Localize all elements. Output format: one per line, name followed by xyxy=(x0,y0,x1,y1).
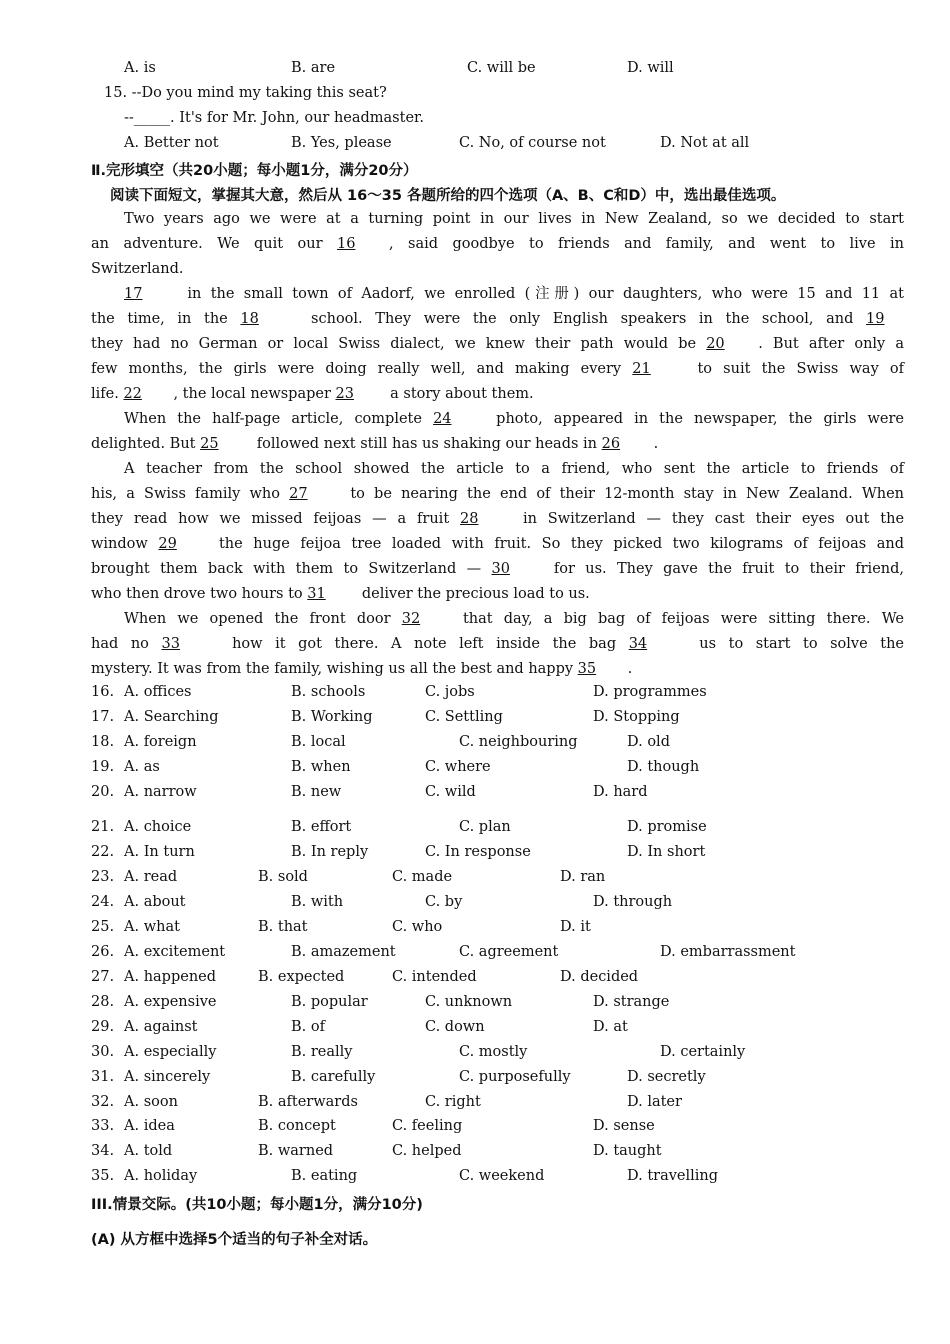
blank-31: 31 xyxy=(307,586,326,602)
option-d: D. hard xyxy=(593,784,648,800)
option-b: B. amazement xyxy=(291,944,396,960)
option-a: A. idea xyxy=(124,1118,175,1134)
option-c: C. feeling xyxy=(392,1118,463,1134)
option-b: B. expected xyxy=(258,969,345,985)
option-c: C. wild xyxy=(425,784,476,800)
option-d: D. though xyxy=(627,759,700,775)
blank-22: 22 xyxy=(123,386,142,402)
blank-20: 20 xyxy=(706,336,725,352)
option-number: 23. xyxy=(91,869,115,885)
option-d: D. it xyxy=(560,919,591,935)
option-b: B. with xyxy=(291,894,344,910)
option-a: A. especially xyxy=(124,1044,217,1060)
passage-line: had no 33 how it got there. A note left inside the bag 34 us to start to solve the xyxy=(91,636,905,652)
passage-line: When we opened the front door 32 that day, a big bag of feijoas were sitting there. We xyxy=(124,611,905,627)
q15-option-a: A. Better not xyxy=(124,135,219,151)
passage-line: Switzerland. xyxy=(91,261,184,277)
q15-option-c: C. No, of course not xyxy=(459,135,606,151)
blank-32: 32 xyxy=(401,611,421,627)
option-b: B. afterwards xyxy=(258,1094,358,1110)
section3-sub-a: (A) 从方框中选择5个适当的句子补全对话。 xyxy=(91,1232,378,1248)
option-d: D. ran xyxy=(560,869,606,885)
option-b: B. schools xyxy=(291,684,366,700)
option-b: B. when xyxy=(291,759,351,775)
section3-title: III.情景交际。(共10小题；每小题1分，满分10分) xyxy=(91,1197,423,1213)
option-d: D. decided xyxy=(560,969,639,985)
passage-line: who then drove two hours to 31 deliver the precious load to us. xyxy=(91,586,590,602)
q15-option-b: B. Yes, please xyxy=(291,135,392,151)
option-a: A. foreign xyxy=(124,734,197,750)
passage-line: Two years ago we were at a turning point in our lives in New Zealand, so we decided to start xyxy=(124,211,904,227)
option-a: A. In turn xyxy=(124,844,195,860)
blank-16: 16 xyxy=(336,236,356,252)
option-a: A. what xyxy=(124,919,180,935)
option-b: B. effort xyxy=(291,819,352,835)
option-d: D. Stopping xyxy=(593,709,680,725)
option-c: C. where xyxy=(425,759,491,775)
option-number: 28. xyxy=(91,994,115,1010)
blank-29: 29 xyxy=(158,536,177,552)
option-d: D. embarrassment xyxy=(660,944,796,960)
option-d: D. In short xyxy=(627,844,706,860)
option-number: 31. xyxy=(91,1069,115,1085)
option-b: B. eating xyxy=(291,1168,358,1184)
option-number: 19. xyxy=(91,759,115,775)
q15-stem: 15. --Do you mind my taking this seat? xyxy=(104,85,387,101)
option-c: C. made xyxy=(392,869,453,885)
passage-line: the time, in the 18 school. They were the only English speakers in the school, and 19 xyxy=(91,309,904,329)
option-d: D. strange xyxy=(593,994,670,1010)
option-number: 20. xyxy=(91,784,115,800)
option-number: 24. xyxy=(91,894,115,910)
blank-26: 26 xyxy=(601,436,621,452)
option-c: C. who xyxy=(392,919,443,935)
option-c: C. right xyxy=(425,1094,481,1110)
section2-instruction: 阅读下面短文，掌握其大意，然后从 16～35 各题所给的四个选项（A、B、C和D）中，选出最佳选项。 xyxy=(110,188,786,204)
blank-25: 25 xyxy=(200,436,219,452)
blank-34: 34 xyxy=(628,636,648,652)
section2-title: Ⅱ.完形填空（共20小题；每小题1分，满分20分） xyxy=(91,163,418,179)
option-d: D. programmes xyxy=(593,684,707,700)
option-c: C. Settling xyxy=(425,709,503,725)
option-a: A. happened xyxy=(124,969,217,985)
blank-35: 35 xyxy=(577,661,597,677)
option-c: C. helped xyxy=(392,1143,462,1159)
option-b: B. really xyxy=(291,1044,353,1060)
option-b: B. that xyxy=(258,919,308,935)
option-number: 34. xyxy=(91,1143,115,1159)
option-b: B. new xyxy=(291,784,342,800)
option-a: A. narrow xyxy=(124,784,197,800)
option-number: 25. xyxy=(91,919,115,935)
option-a: A. holiday xyxy=(124,1168,198,1184)
option-a: A. choice xyxy=(124,819,192,835)
q14-option-a: A. is xyxy=(124,60,156,76)
option-b: B. of xyxy=(291,1019,325,1035)
passage-line: When the half-page article, complete 24 photo, appeared in the newspaper, the girls were xyxy=(124,411,905,427)
option-number: 32. xyxy=(91,1094,115,1110)
option-c: C. down xyxy=(425,1019,485,1035)
option-number: 18. xyxy=(91,734,115,750)
option-d: D. old xyxy=(627,734,670,750)
option-d: D. sense xyxy=(593,1118,655,1134)
option-c: C. In response xyxy=(425,844,531,860)
q14-option-b: B. are xyxy=(291,60,336,76)
option-d: D. promise xyxy=(627,819,707,835)
option-d: D. certainly xyxy=(660,1044,746,1060)
option-c: C. purposefully xyxy=(459,1069,571,1085)
q15-reply: --_____. It's for Mr. John, our headmaster. xyxy=(124,110,424,126)
option-d: D. at xyxy=(593,1019,628,1035)
option-a: A. read xyxy=(124,869,178,885)
q14-option-c: C. will be xyxy=(467,60,536,76)
blank-24: 24 xyxy=(433,411,452,427)
blank-30: 30 xyxy=(491,561,510,577)
option-b: B. warned xyxy=(258,1143,334,1159)
option-b: B. concept xyxy=(258,1118,336,1134)
blank-17: 17 xyxy=(124,286,143,302)
option-a: A. against xyxy=(124,1019,198,1035)
option-c: C. by xyxy=(425,894,463,910)
option-number: 22. xyxy=(91,844,115,860)
option-a: A. offices xyxy=(124,684,192,700)
option-number: 17. xyxy=(91,709,115,725)
option-a: A. sincerely xyxy=(124,1069,211,1085)
option-number: 29. xyxy=(91,1019,115,1035)
option-b: B. Working xyxy=(291,709,373,725)
passage-line: A teacher from the school showed the article to a friend, who sent the article to friends of xyxy=(124,461,904,477)
option-b: B. In reply xyxy=(291,844,369,860)
passage-line: window 29 the huge feijoa tree loaded with fruit. So they picked two kilograms of feijoas and xyxy=(91,536,905,552)
option-a: A. told xyxy=(124,1143,173,1159)
option-a: A. as xyxy=(124,759,160,775)
option-number: 30. xyxy=(91,1044,115,1060)
option-b: B. carefully xyxy=(291,1069,376,1085)
passage-line: an adventure. We quit our 16 , said goodbye to friends and family, and went to live in xyxy=(91,236,904,252)
option-a: A. soon xyxy=(124,1094,178,1110)
blank-28: 28 xyxy=(460,511,479,527)
q15-option-d: D. Not at all xyxy=(660,135,750,151)
blank-33: 33 xyxy=(161,636,180,652)
blank-23: 23 xyxy=(335,386,354,402)
option-number: 26. xyxy=(91,944,115,960)
passage-line: mystery. It was from the family, wishing us all the best and happy 35 . xyxy=(91,661,633,677)
option-number: 35. xyxy=(91,1168,115,1184)
passage-line: 17 in the small town of Aadorf, we enrolled (注册) our daughters, who were 15 and 11 at xyxy=(124,286,904,302)
option-c: C. agreement xyxy=(459,944,559,960)
option-d: D. travelling xyxy=(627,1168,719,1184)
option-c: C. unknown xyxy=(425,994,513,1010)
option-b: B. popular xyxy=(291,994,368,1010)
option-a: A. expensive xyxy=(124,994,217,1010)
option-number: 16. xyxy=(91,684,115,700)
passage-line: his, a Swiss family who 27 to be nearing the end of their 12-month stay in New Zealand. When xyxy=(91,486,905,502)
blank-18: 18 xyxy=(240,311,259,327)
blank-27: 27 xyxy=(289,486,308,502)
passage-line: few months, the girls were doing really well, and making every 21 to suit the Swiss way of xyxy=(91,361,905,377)
passage-line: delighted. But 25 followed next still has us shaking our heads in 26 . xyxy=(91,436,659,452)
passage-line: they had no German or local Swiss dialect, we knew their path would be 20 . But after only a xyxy=(91,336,905,352)
passage-line: they read how we missed feijoas — a fruit 28 in Switzerland — they cast their eyes out the xyxy=(91,511,905,527)
option-c: C. intended xyxy=(392,969,477,985)
option-c: C. neighbouring xyxy=(459,734,578,750)
option-number: 33. xyxy=(91,1118,115,1134)
passage-line: life. 22 , the local newspaper 23 a story about them. xyxy=(91,386,534,402)
option-d: D. taught xyxy=(593,1143,662,1159)
option-a: A. excitement xyxy=(124,944,226,960)
option-c: C. jobs xyxy=(425,684,475,700)
option-number: 27. xyxy=(91,969,115,985)
option-d: D. through xyxy=(593,894,673,910)
option-c: C. weekend xyxy=(459,1168,545,1184)
option-b: B. local xyxy=(291,734,346,750)
q14-option-d: D. will xyxy=(627,60,674,76)
option-d: D. later xyxy=(627,1094,682,1110)
option-a: A. Searching xyxy=(124,709,219,725)
option-a: A. about xyxy=(124,894,186,910)
blank-21: 21 xyxy=(632,361,651,377)
option-number: 21. xyxy=(91,819,115,835)
passage-line: brought them back with them to Switzerland — 30 for us. They gave the fruit to their friend, xyxy=(91,561,905,577)
option-c: C. plan xyxy=(459,819,511,835)
option-c: C. mostly xyxy=(459,1044,528,1060)
option-d: D. secretly xyxy=(627,1069,706,1085)
option-b: B. sold xyxy=(258,869,308,885)
blank-19: 19 xyxy=(866,311,885,327)
